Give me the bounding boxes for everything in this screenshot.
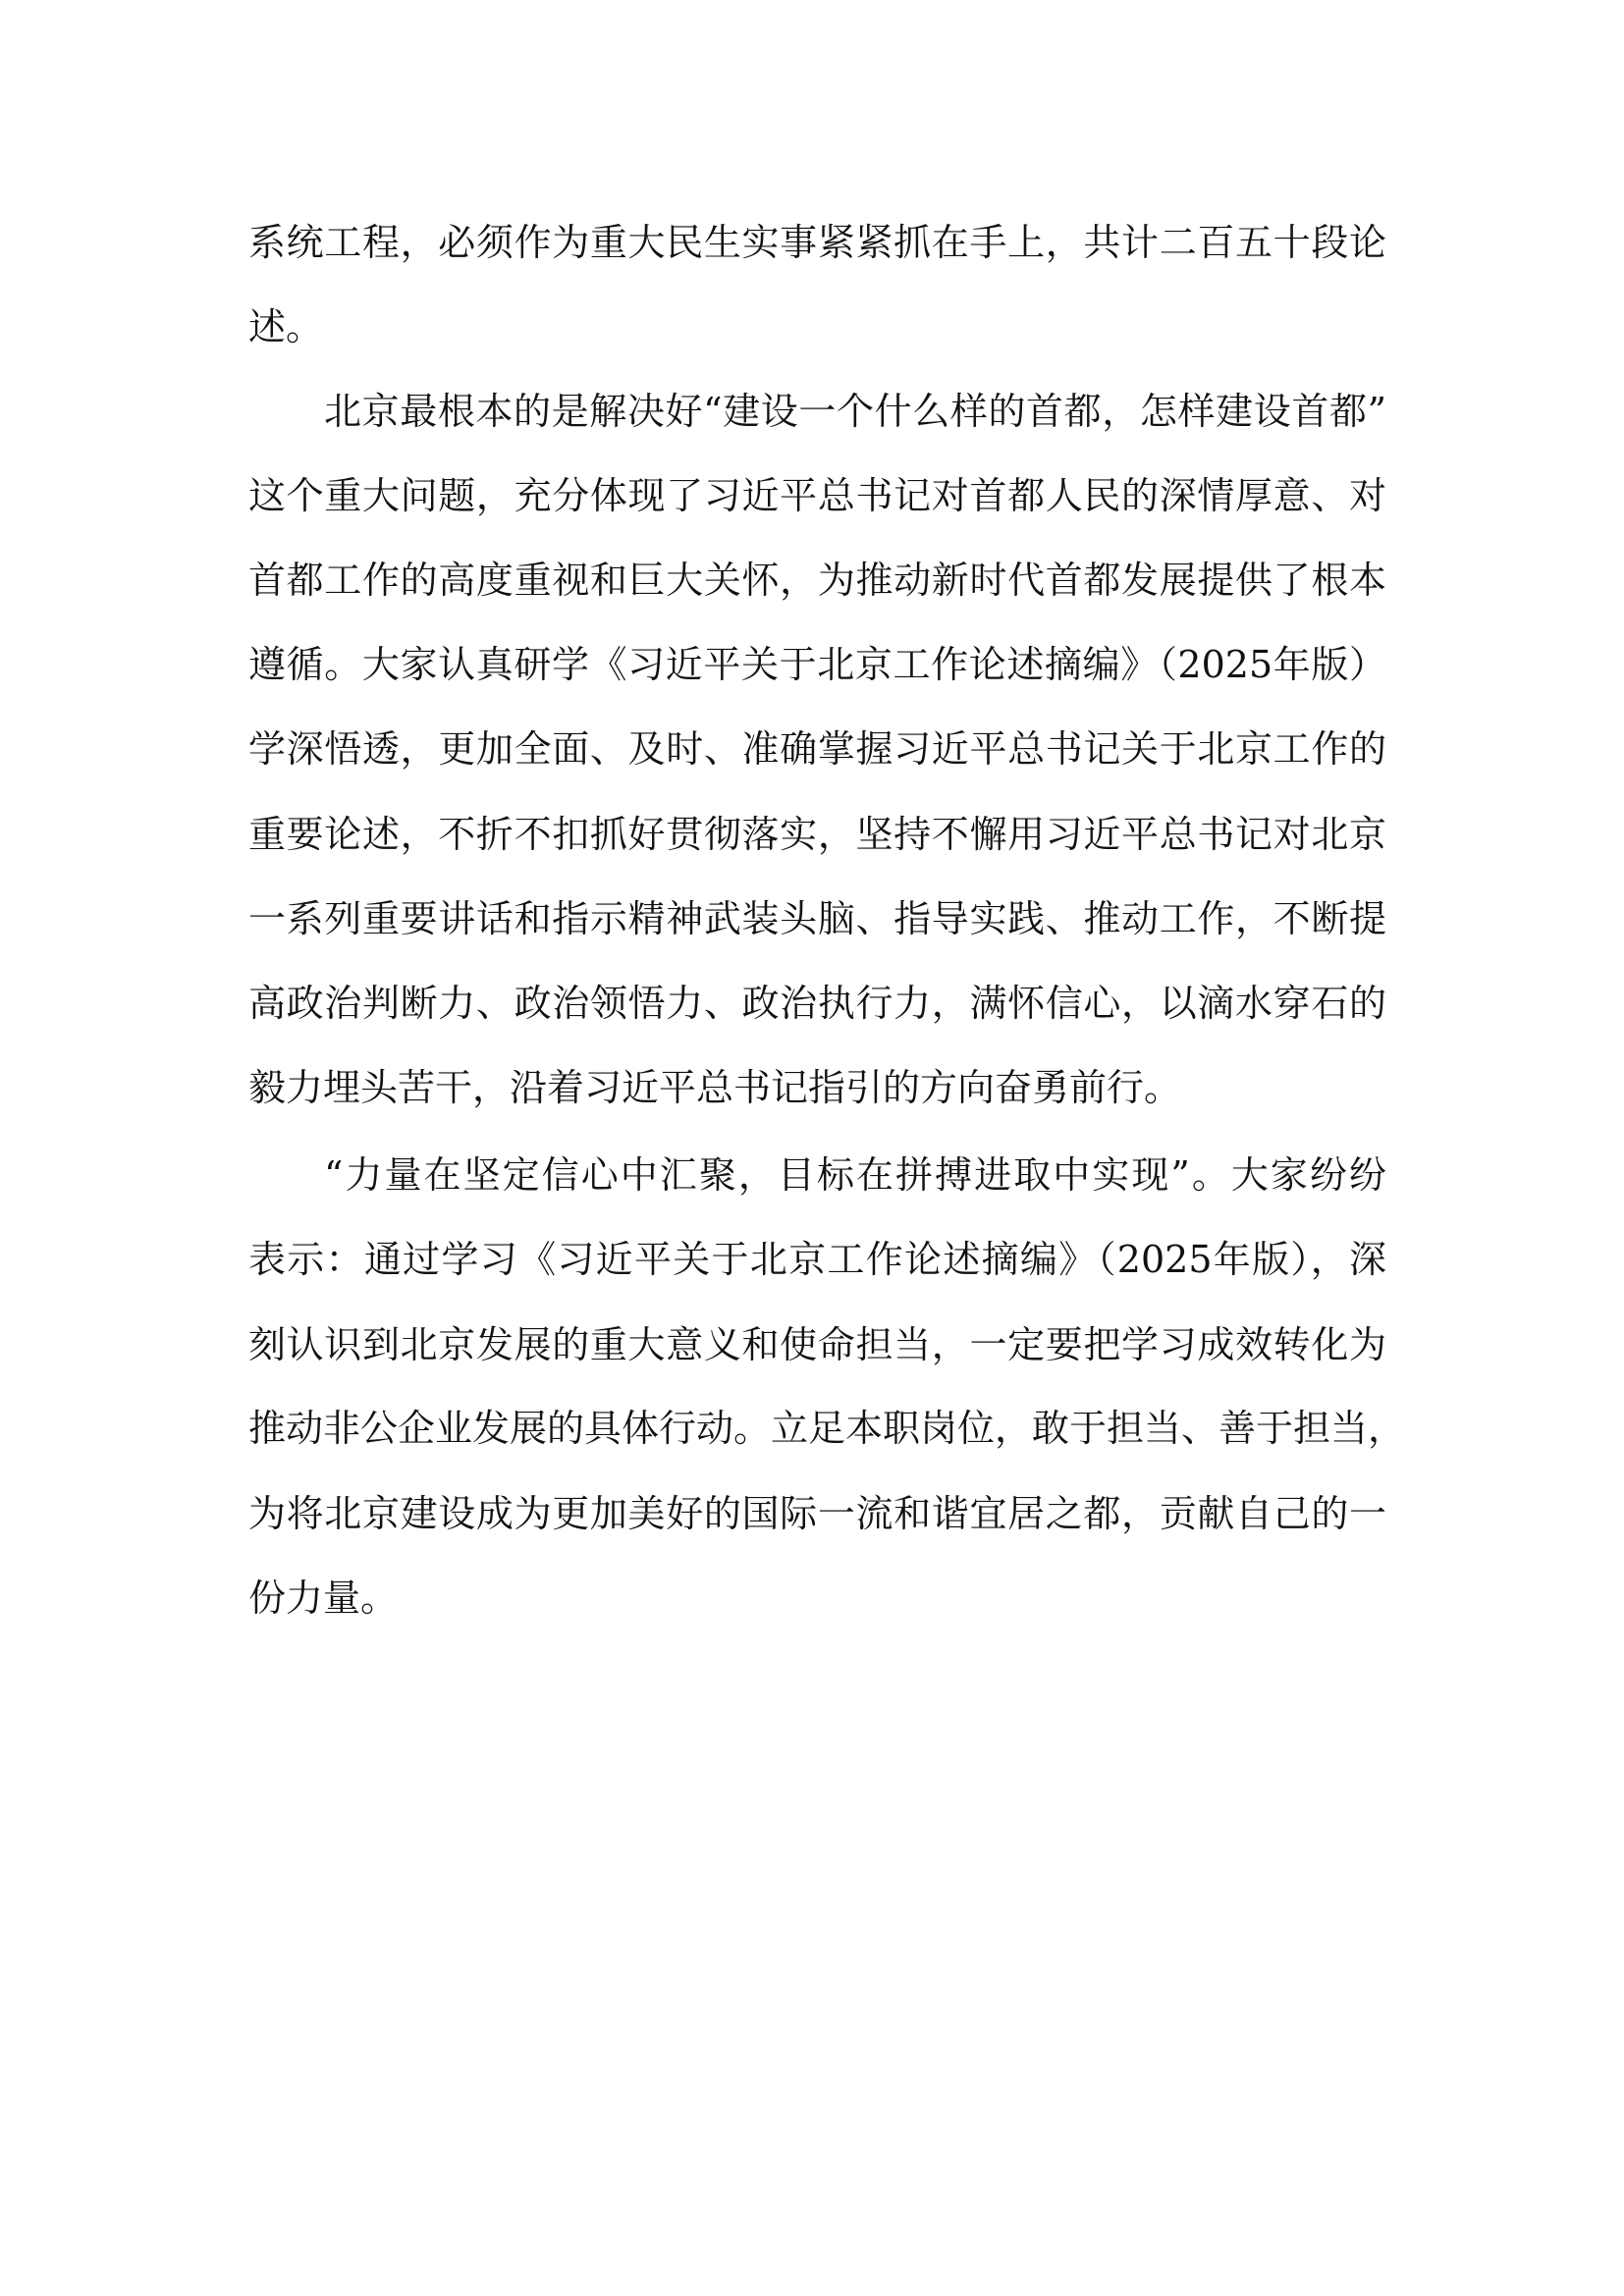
text-line: “力量在坚定信心中汇聚，目标在拼搏进取中实现”。大家纷纷 [324,1153,1386,1197]
text-line: 学深悟透，更加全面、及时、准确掌握习近平总书记关于北京工作的 [248,727,1386,771]
text-line: 重要论述，不折不扣抓好贯彻落实，坚持不懈用习近平总书记对北京 [248,813,1386,856]
text-line: 毅力埋头苦干，沿着习近平总书记指引的方向奋勇前行。 [248,1066,1182,1109]
text-line: 一系列重要讲话和指示精神武装头脑、指导实践、推动工作，不断提 [248,897,1386,940]
text-line: 为将北京建设成为更加美好的国际一流和谐宜居之都，贡献自己的一 [248,1492,1386,1535]
text-line: 述。 [248,305,324,348]
text-line: 这个重大问题，充分体现了习近平总书记对首都人民的深情厚意、对 [248,474,1386,517]
text-line: 高政治判断力、政治领悟力、政治执行力，满怀信心，以滴水穿石的 [248,982,1386,1025]
text-line: 表示：通过学习《习近平关于北京工作论述摘编》（2025年版），深 [248,1238,1386,1281]
text-line: 份力量。 [248,1576,399,1620]
text-line: 推动非公企业发展的具体行动。立足本职岗位，敢于担当、善于担当， [248,1407,1406,1450]
text-line: 北京最根本的是解决好“建设一个什么样的首都，怎样建设首都” [324,390,1386,433]
text-line: 遵循。大家认真研学《习近平关于北京工作论述摘编》（2025年版） [248,643,1386,686]
text-line: 刻认识到北京发展的重大意义和使命担当，一定要把学习成效转化为 [248,1323,1386,1366]
text-line: 系统工程，必须作为重大民生实事紧紧抓在手上，共计二百五十段论 [248,221,1386,264]
text-line: 首都工作的高度重视和巨大关怀，为推动新时代首都发展提供了根本 [248,559,1386,602]
